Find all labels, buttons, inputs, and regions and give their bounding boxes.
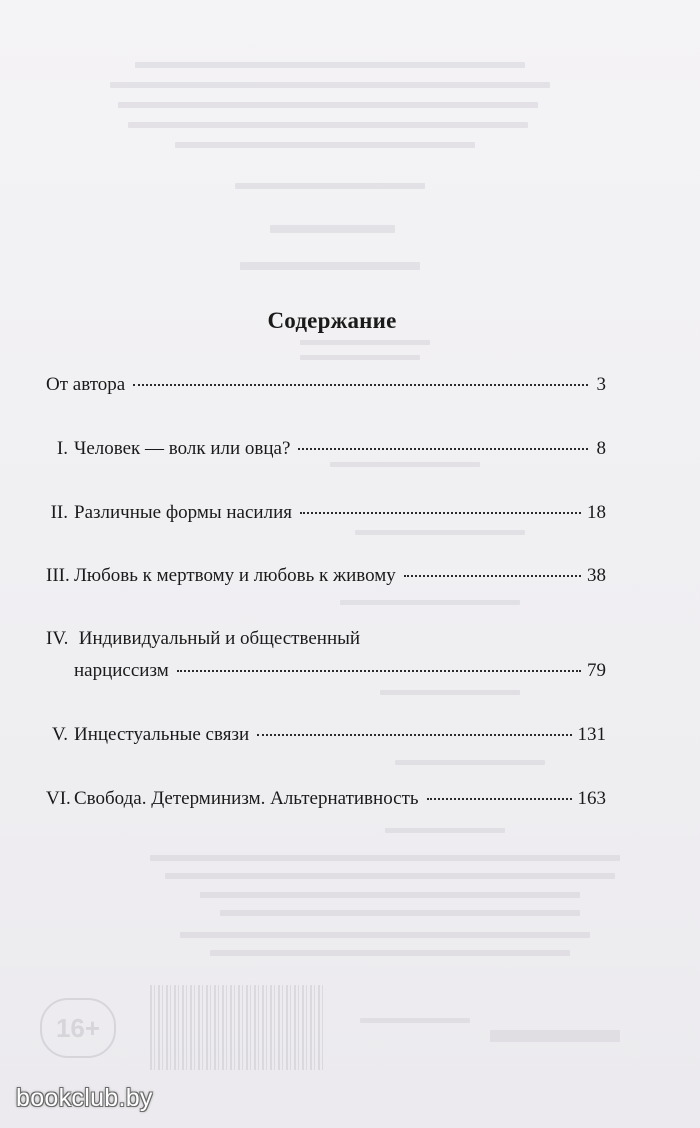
toc-entry-number: I.: [56, 438, 68, 459]
toc-entry-title: От автора: [46, 374, 126, 395]
toc-entry-page: 8: [596, 438, 606, 459]
toc-entry-chapter-4[interactable]: [74, 660, 606, 688]
toc-entry-title-continued: нарциссизм: [74, 660, 169, 681]
bleed-through-line: [360, 1018, 470, 1023]
bleed-through-line: [300, 340, 430, 345]
toc-entry-page: 79: [587, 660, 606, 681]
bleed-through-line: [128, 122, 528, 128]
dot-leader: [300, 512, 581, 514]
dot-leader: [427, 798, 572, 800]
toc-entry-page: 131: [577, 724, 606, 745]
bleed-through-line: [118, 102, 538, 108]
toc-entry-author-preface[interactable]: [46, 374, 606, 402]
dot-leader: [298, 448, 588, 450]
watermark: bookclub.by: [16, 1084, 153, 1112]
bleed-through-line: [385, 828, 505, 833]
bleed-through-line: [355, 530, 525, 535]
bleed-through-line: [165, 873, 615, 879]
toc-entry-chapter-2[interactable]: [46, 502, 606, 530]
bleed-through-line: [340, 600, 520, 605]
age-rating-badge: 16+: [40, 998, 116, 1058]
toc-entry-page: 38: [587, 565, 606, 586]
toc-entry-title: Индивидуальный и общественный: [78, 628, 361, 649]
bleed-through-line: [175, 142, 475, 148]
toc-entry-number: III.: [46, 565, 70, 586]
toc-entry-number: II.: [50, 502, 68, 523]
bleed-through-line: [395, 760, 545, 765]
toc-entry-title: Человек — волк или овца?: [74, 438, 291, 459]
toc-entry-chapter-6[interactable]: [46, 788, 606, 816]
toc-entry-title: Свобода. Детерминизм. Альтернативность: [74, 788, 419, 809]
toc-entry-chapter-5[interactable]: [46, 724, 606, 752]
bleed-through-line: [235, 183, 425, 189]
bleed-through-line: [300, 355, 420, 360]
bleed-through-line: [110, 82, 550, 88]
bleed-through-line: [135, 62, 525, 68]
bleed-through-line: [210, 950, 570, 956]
dot-leader: [177, 670, 581, 672]
toc-entry-title: Инцестуальные связи: [74, 724, 250, 745]
bleed-through-line: [180, 932, 590, 938]
contents-title: Содержание: [267, 308, 397, 333]
toc-entry-chapter-1[interactable]: [46, 438, 606, 466]
toc-entry-chapter-4-line1[interactable]: [46, 628, 360, 650]
toc-entry-page: 3: [596, 374, 606, 395]
toc-entry-number: IV.: [46, 628, 69, 649]
bleed-through-line: [150, 855, 620, 861]
bleed-through-barcode: [150, 985, 325, 1070]
toc-entry-chapter-3[interactable]: [46, 565, 606, 593]
toc-entry-title: Различные формы насилия: [74, 502, 292, 523]
bleed-through-line: [220, 910, 580, 916]
dot-leader: [133, 384, 588, 386]
bleed-through-line: [200, 892, 580, 898]
bleed-through-line: [270, 225, 395, 233]
bleed-through-line: [490, 1030, 620, 1042]
bleed-through-line: [240, 262, 420, 270]
toc-entry-number: VI.: [46, 788, 71, 809]
toc-entry-title: Любовь к мертвому и любовь к живому: [74, 565, 396, 586]
dot-leader: [404, 575, 581, 577]
bleed-through-line: [380, 690, 520, 695]
toc-entry-number: V.: [51, 724, 68, 745]
dot-leader: [257, 734, 571, 736]
toc-entry-page: 18: [587, 502, 606, 523]
toc-entry-page: 163: [577, 788, 606, 809]
